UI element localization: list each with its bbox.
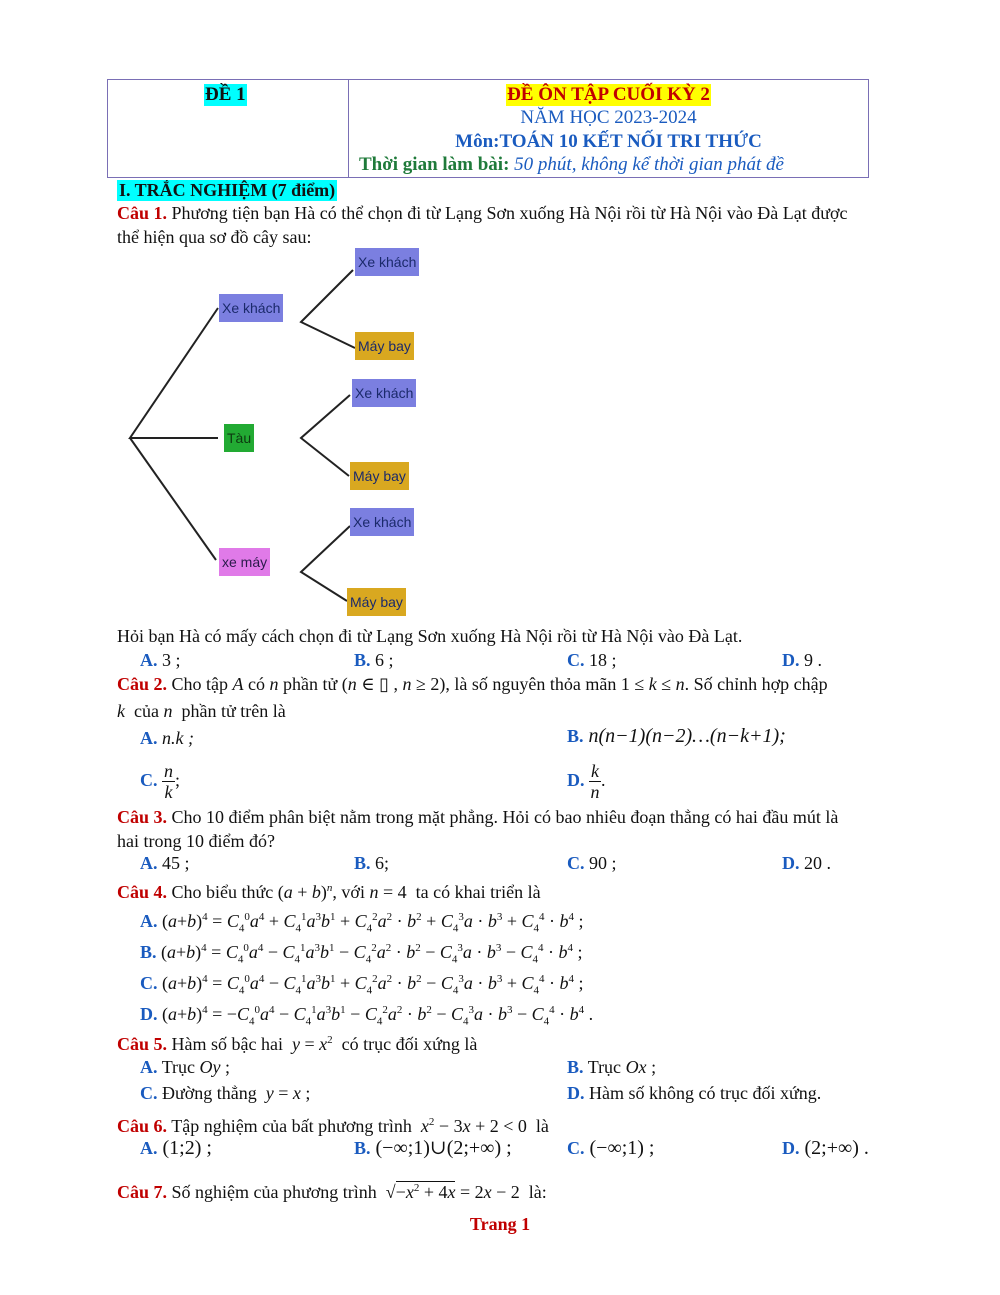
q1-option-d: D. 9 . (782, 650, 822, 670)
q6-option-c: C. (−∞;1) ; (567, 1137, 655, 1159)
section-heading: I. TRẮC NGHIỆM (7 điểm) (119, 180, 336, 200)
page-number: Trang 1 (469, 1214, 531, 1234)
q3-option-c: C. 90 ; (567, 853, 617, 873)
q1-option-a: A. 3 ; (140, 650, 181, 670)
q6-option-d: D. (2;+∞) . (782, 1137, 869, 1159)
exam-code: ĐỀ 1 (205, 84, 246, 105)
tree-leaf-may-bay-1: Máy bay (355, 332, 414, 360)
header-table (107, 79, 869, 178)
tree-leaf-xe-khach-3: Xe khách (350, 508, 414, 536)
q5-option-d: D. Hàm số không có trục đối xứng. (567, 1083, 822, 1103)
q1-question: Hỏi bạn Hà có mấy cách chọn đi từ Lạng Sơn xuống Hà Nội rồi từ Hà Nội vào Đà Lạt. (117, 626, 743, 646)
tree-leaf-xe-khach-2: Xe khách (352, 379, 416, 407)
header-left-cell (108, 80, 349, 177)
q5-line1: Câu 5. Hàm số bậc hai $y = x^2$ có trục đối xứng là (117, 1034, 478, 1054)
tree-node-xe-khach-1: Xe khách (219, 294, 283, 322)
subject: Môn:TOÁN 10 KẾT NỐI TRI THỨC (455, 131, 762, 152)
q4-option-b: B. $(a+b)^4 = C_4^0a^4 - C_4^1a^3b^1 - C_4^2a^2 \cdot b^2 - C_4^3a \cdot b^3 - C_4^4 \cdot b^4$ ; (140, 942, 583, 966)
q2-line2: k của n phần tử trên là (117, 701, 286, 721)
q3-option-d: D. 20 . (782, 853, 831, 873)
exam-title: ĐỀ ÔN TẬP CUỐI KỲ 2 (507, 84, 710, 105)
q6-line1: Câu 6. Tập nghiệm của bất phương trình $x^2 - 3x + 2 < 0$ là (117, 1116, 549, 1136)
q2-option-d: D. $\frac{k}{n}$ . (567, 761, 606, 803)
tree-leaf-xe-khach-1: Xe khách (355, 248, 419, 276)
q2-option-b: B. n(n−1)(n−2)…(n−k+1); (567, 725, 786, 747)
q1-option-c: C. 18 ; (567, 650, 617, 670)
q5-option-b: B. Trục Ox ; (567, 1057, 657, 1077)
q2-option-a: A. n.k ; (140, 728, 194, 748)
q7-line1: Câu 7. Số nghiệm của phương trình $√-x^2 + 4x = 2x - 2$ là: (117, 1182, 547, 1202)
tree-leaf-may-bay-2: Máy bay (350, 462, 409, 490)
q4-line1: Câu 4. Cho biểu thức $(a + b)^n$, với n = 4 ta có khai triển là (117, 882, 541, 902)
time-info: Thời gian làm bài: 50 phút, không kể thời gian phát đề (359, 154, 784, 175)
q3-option-a: A. 45 ; (140, 853, 190, 873)
tree-leaf-may-bay-3: Máy bay (347, 588, 406, 616)
q4-option-c: C. $(a+b)^4 = C_4^0a^4 - C_4^1a^3b^1 + C_4^2a^2 \cdot b^2 - C_4^3a \cdot b^3 + C_4^4 \cdot b^4$ ; (140, 973, 584, 997)
q1-option-b: B. 6 ; (354, 650, 394, 670)
q6-option-b: B. (−∞;1)∪(2;+∞) ; (354, 1137, 512, 1159)
q2-line1: Câu 2. Cho tập A có n phần tử (n ∈ ▯ , n ≥ 2), là số nguyên thỏa mãn 1 ≤ k ≤ n. Số chỉnh hợp chập (117, 674, 828, 694)
q3-line2: hai trong 10 điểm đó? (117, 831, 275, 851)
q5-option-c: C. Đường thẳng y = x ; (140, 1083, 311, 1103)
q2-option-c: C. $\frac{n}{k}$ ; (140, 761, 181, 803)
q3-option-b: B. 6; (354, 853, 390, 873)
q6-option-a: A. (1;2) ; (140, 1137, 212, 1159)
q5-option-a: A. Trục Oy ; (140, 1057, 231, 1077)
q4-option-a: A. $(a+b)^4 = C_4^0a^4 + C_4^1a^3b^1 + C_4^2a^2 \cdot b^2 + C_4^3a \cdot b^3 + C_4^4 \cdot b^4$ ; (140, 911, 584, 935)
tree-node-xe-may: xe máy (219, 548, 270, 576)
tree-node-tau: Tàu (224, 424, 254, 452)
q3-line1: Câu 3. Cho 10 điểm phân biệt nằm trong mặt phẳng. Hỏi có bao nhiêu đoạn thẳng có hai đầu mút là (117, 807, 839, 827)
header-right-cell (349, 80, 868, 177)
q1-line1: Câu 1. Phương tiện bạn Hà có thể chọn đi từ Lạng Sơn xuống Hà Nội rồi từ Hà Nội vào Đà Lạt được (117, 203, 848, 223)
q1-line2: thể hiện qua sơ đồ cây sau: (117, 227, 312, 247)
school-year: NĂM HỌC 2023-2024 (520, 107, 697, 128)
q4-option-d: D. $(a+b)^4 = -C_4^0a^4 - C_4^1a^3b^1 - C_4^2a^2 \cdot b^2 - C_4^3a \cdot b^3 - C_4^4 \cdot b^4$ . (140, 1004, 594, 1028)
